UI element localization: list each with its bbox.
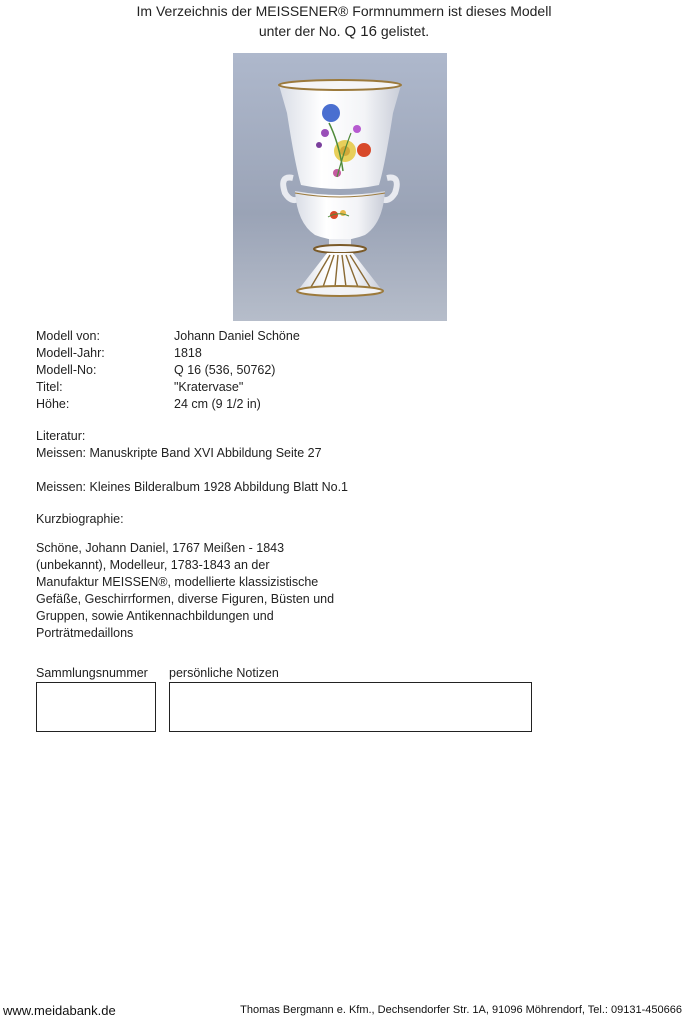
detail-row [36, 379, 300, 396]
detail-value: 24 cm (9 1/2 in) [174, 397, 261, 411]
detail-row [36, 345, 300, 362]
literature-section [36, 428, 348, 496]
detail-label: Modell von: [36, 329, 100, 343]
biography-heading: Kurzbiographie: [36, 512, 124, 526]
header-model-number: Q 16 [344, 23, 377, 40]
header-line-2-suffix: gelistet. [380, 23, 430, 39]
detail-row [36, 396, 300, 413]
personal-notes-label: persönliche Notizen [169, 666, 279, 680]
detail-label: Titel: [36, 380, 63, 394]
personal-notes-field[interactable] [169, 682, 532, 732]
detail-value: Johann Daniel Schöne [174, 329, 300, 343]
model-details [36, 328, 300, 413]
literature-heading: Literatur: [36, 429, 86, 443]
literature-entry: Meissen: Manuskripte Band XVI Abbildung Seite 27 [36, 446, 322, 460]
footer-address: Thomas Bergmann e. Kfm., Dechsendorfer Str. 1A, 91096 Möhrendorf, Tel.: 09131-450666 [240, 1004, 682, 1016]
detail-label: Modell-Jahr: [36, 346, 105, 360]
collection-number-label: Sammlungsnummer [36, 666, 148, 680]
biography-line: Manufaktur MEISSEN®, modellierte klassizistische [36, 575, 319, 589]
header-line-2 [0, 21, 688, 42]
detail-row [36, 328, 300, 345]
biography-line: Gruppen, sowie Antikennachbildungen und [36, 609, 274, 623]
vase-photo [233, 53, 447, 321]
website-link[interactable]: www.meidabank.de [3, 1003, 116, 1018]
biography-section [36, 511, 336, 642]
detail-label: Modell-No: [36, 363, 97, 377]
biography-line: Porträtmedaillons [36, 626, 134, 640]
vase-illustration [233, 53, 447, 321]
biography-line: Schöne, Johann Daniel, 1767 Meißen - 1843 [36, 541, 285, 555]
detail-label: Höhe: [36, 397, 70, 411]
header-line-1: Im Verzeichnis der MEISSENER® Formnummern ist dieses Modell [136, 3, 552, 19]
biography-line: Gefäße, Geschirrformen, diverse Figuren, Büsten und [36, 592, 335, 606]
detail-row [36, 362, 300, 379]
collection-number-field[interactable] [36, 682, 156, 732]
detail-value: 1818 [174, 346, 202, 360]
detail-value: Q 16 (536, 50762) [174, 363, 276, 377]
page-header [0, 0, 688, 42]
detail-value: "Kratervase" [174, 380, 244, 394]
header-line-2-prefix: unter der No. [258, 23, 341, 39]
biography-line: (unbekannt), Modelleur, 1783-1843 an der [36, 558, 270, 572]
literature-entry: Meissen: Kleines Bilderalbum 1928 Abbildung Blatt No.1 [36, 480, 348, 494]
